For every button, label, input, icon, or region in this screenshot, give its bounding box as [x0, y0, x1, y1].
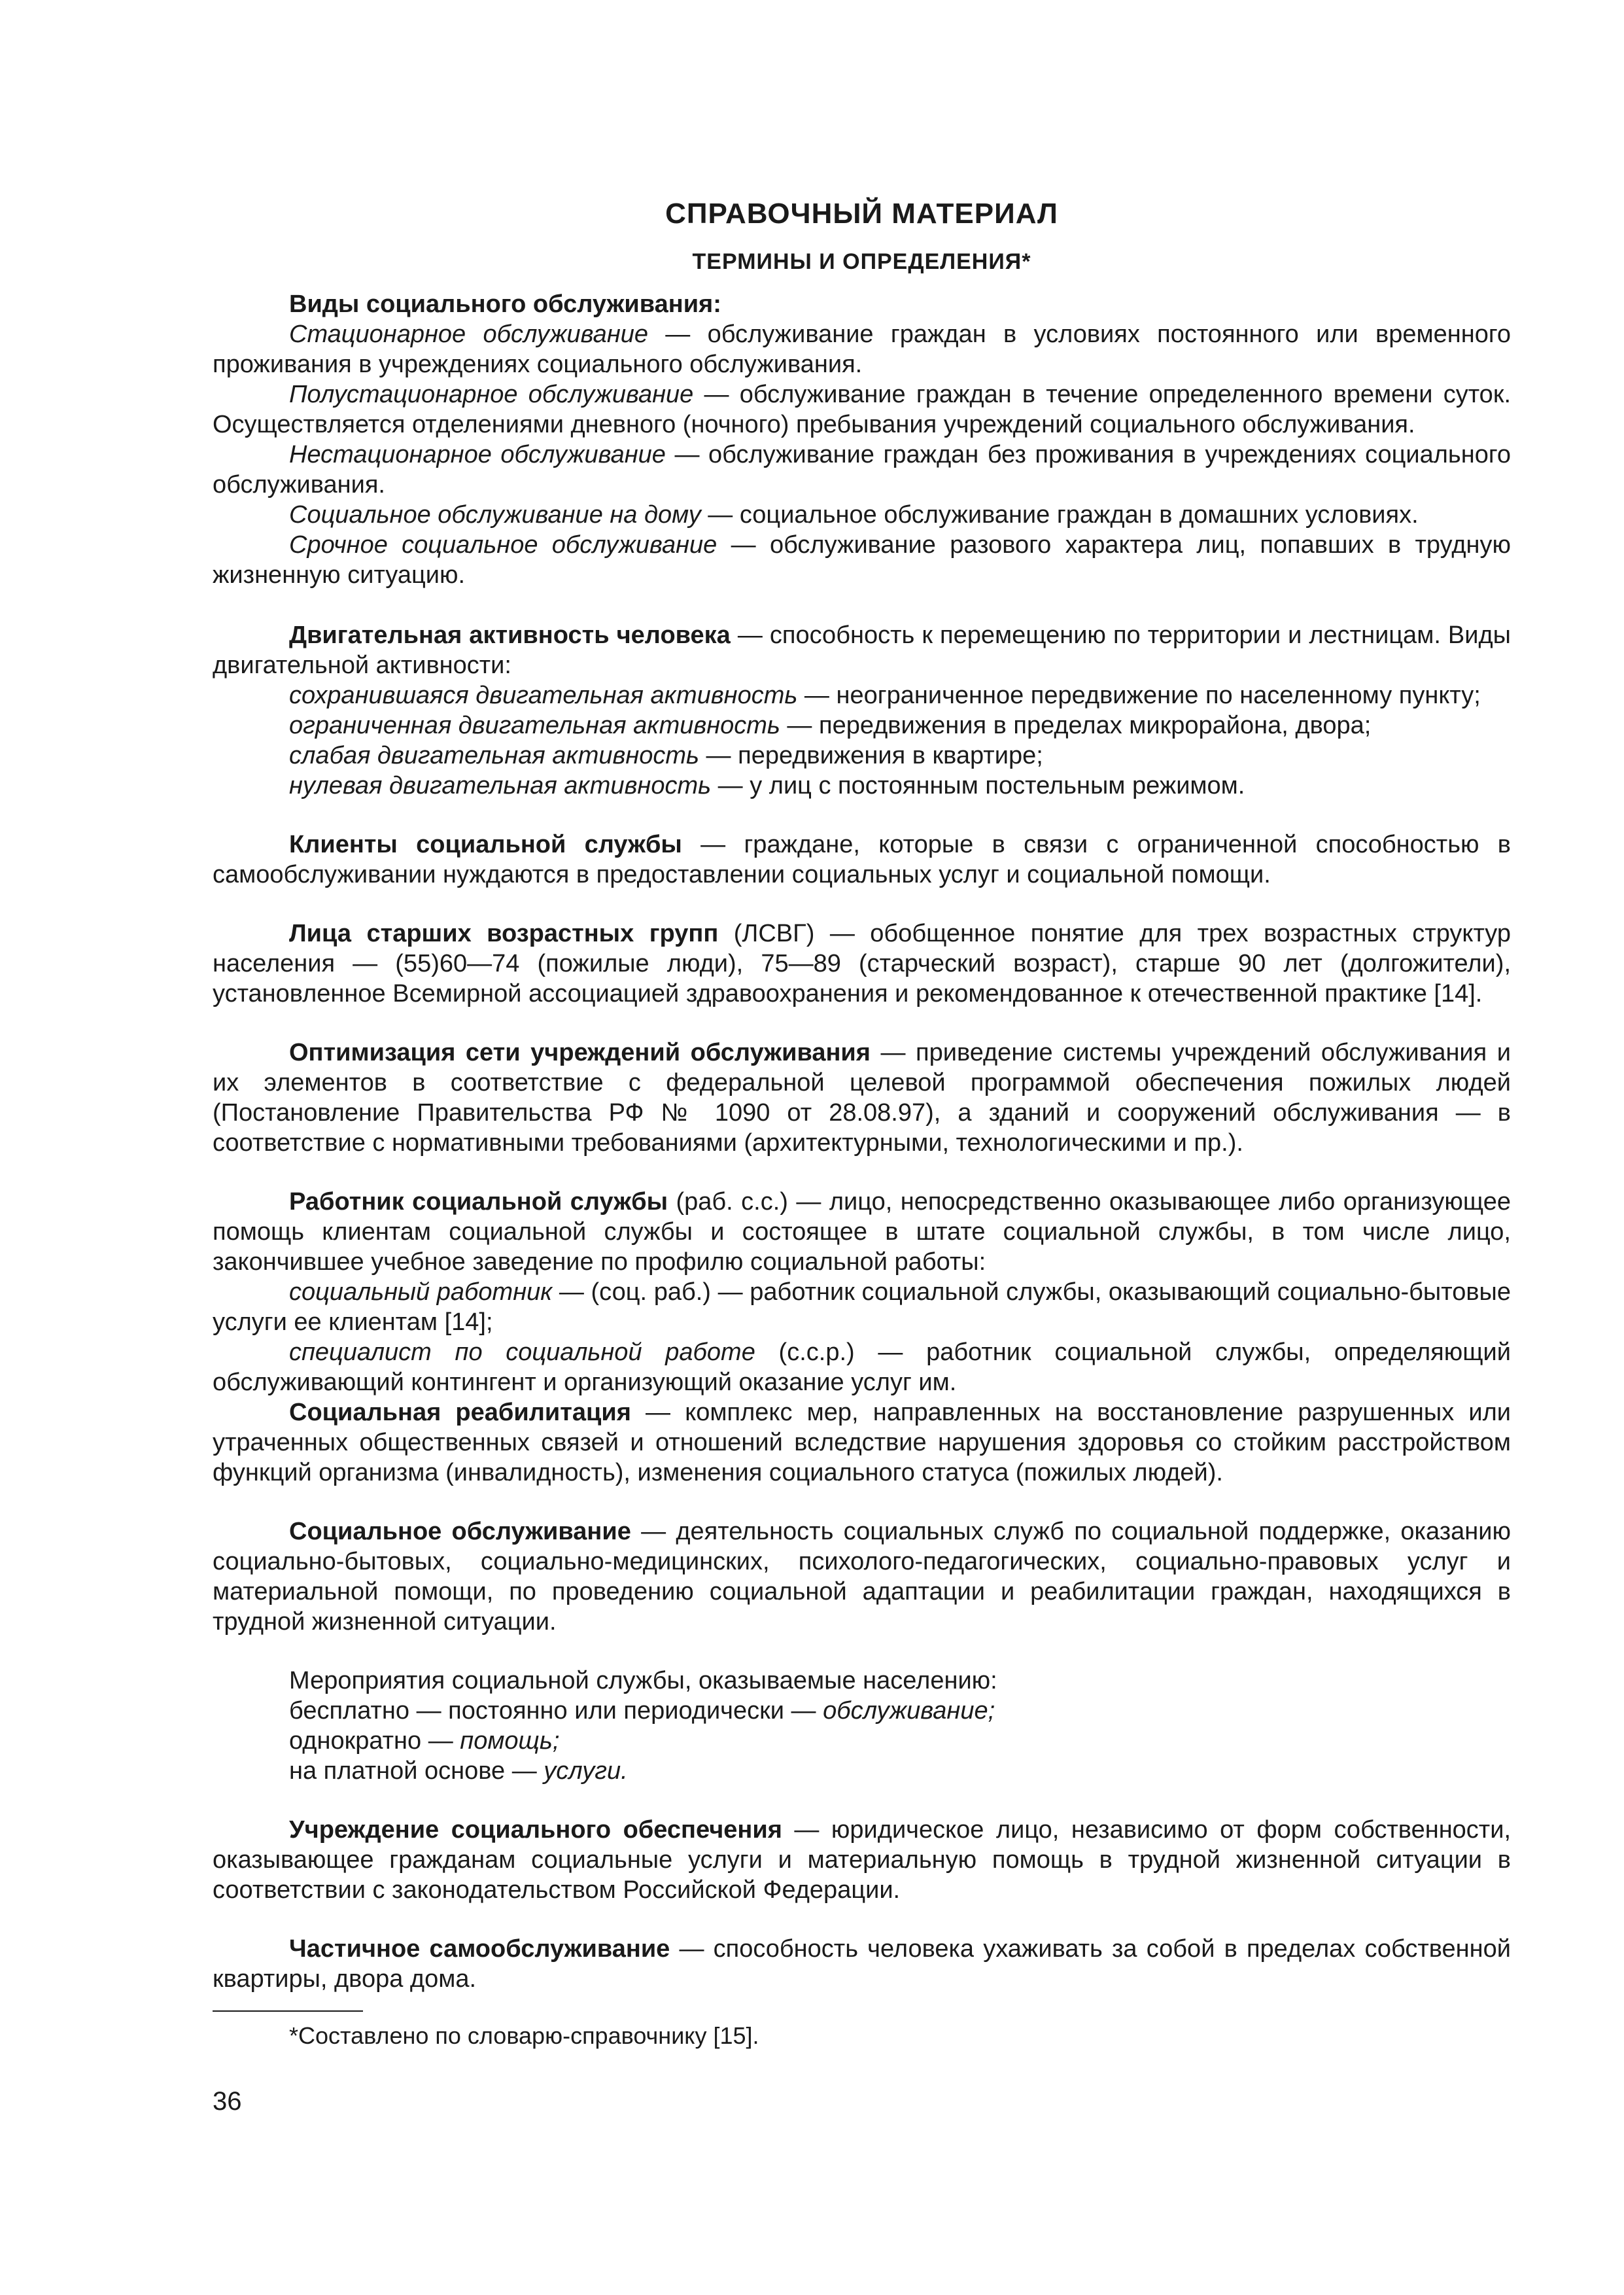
elderly-definition: Лица старших возрастных групп (ЛСВГ) — обобщенное понятие для трех возрастных структур населения — (55)60—74 (пожилые люди), 75—89 (старческий возраст), старше 90 лет (долгожители), установленное Всемирной ассоциацией здравоохранения и рекомендованное к отечественной практике [14]. — [213, 920, 1511, 1007]
social-worker-definition: социальный работник — (соц. раб.) — работник социальной службы, оказывающий социально-бытовые услуги ее клиентам [14]; — [213, 1278, 1511, 1336]
stationary-definition: Стационарное обслуживание — обслуживание граждан в условиях постоянного или временного проживания в учреждениях социального обслуживания. — [213, 321, 1511, 378]
motor-activity-item: слабая двигательная активность — передвижения в квартире; — [289, 742, 1043, 769]
motor-activity-item: нулевая двигательная активность — у лиц с постоянным постельным режимом. — [289, 772, 1245, 799]
worker-definition: Работник социальной службы (раб. с.с.) — лицо, непосредственно оказывающее либо организующее помощь клиентам социальной службы и состоящее в штате социальной службы, в том числе лицо, закончившее учебное заведение по профилю социальной работы: — [213, 1188, 1511, 1276]
measures-item: однократно — помощь; — [289, 1727, 560, 1755]
page-subtitle: ТЕРМИНЫ И ОПРЕДЕЛЕНИЯ* — [692, 249, 1031, 274]
institution-definition: Учреждение социального обеспечения — юридическое лицо, независимо от форм собственности, оказывающее гражданам социальные услуги и материальную помощь в трудной жизненной ситуации в соответствии с законодательством Российской Федерации. — [213, 1816, 1511, 1904]
page-title: СПРАВОЧНЫЙ МАТЕРИАЛ — [665, 198, 1058, 230]
nonstationary-definition: Нестационарное обслуживание — обслуживание граждан без проживания в учреждениях социального обслуживания. — [213, 441, 1512, 499]
motor-activity-item: сохранившаяся двигательная активность — неограниченное передвижение по населенному пункту; — [289, 682, 1481, 709]
page-content — [213, 196, 1511, 1994]
footnote: *Составлено по словарю-справочнику [15]. — [289, 2022, 759, 2049]
motor-activity-definition: Двигательная активность человека — способность к перемещению по территории и лестницам. Виды двигательной активности: — [213, 622, 1511, 679]
semistationary-definition: Полустационарное обслуживание — обслуживание граждан в течение определенного времени суток. Осуществляется отделениями дневного (ночного) пребывания учреждений социального обслуживания. — [213, 381, 1512, 438]
clients-definition: Клиенты социальной службы — граждане, которые в связи с ограниченной способностью в самообслуживании нуждаются в предоставлении социальных услуг и социальной помощи. — [213, 831, 1511, 888]
partial-self-service-definition: Частичное самообслуживание — способность человека ухаживать за собой в пределах собственной квартиры, двора дома. — [213, 1935, 1511, 1993]
footnote-divider — [213, 2010, 363, 2012]
measures-item: на платной основе — услуги. — [289, 1757, 628, 1785]
service-types-heading: Виды социального обслуживания: — [289, 290, 721, 318]
social-service-definition: Социальное обслуживание — деятельность социальных служб по социальной поддержке, оказанию социально-бытовых, социально-медицинских, психолого-педагогических, социально-правовых услуг и материальной помощи, по проведению социальной адаптации и реабилитации граждан, находящихся в трудной жизненной ситуации. — [213, 1518, 1511, 1636]
specialist-definition: специалист по социальной работе (с.с.р.) — работник социальной службы, определяющий обслуживающий контингент и организующий оказание услуг им. — [213, 1339, 1511, 1396]
home-service-definition: Социальное обслуживание на дому — социальное обслуживание граждан в домашних условиях. — [289, 501, 1419, 529]
page-number: 36 — [213, 2087, 242, 2116]
urgent-service-definition: Срочное социальное обслуживание — обслуживание разового характера лиц, попавших в трудную жизненную ситуацию. — [213, 531, 1511, 589]
measures-intro: Мероприятия социальной службы, оказываемые населению: — [289, 1667, 997, 1694]
rehabilitation-definition: Социальная реабилитация — комплекс мер, направленных на восстановление разрушенных или утраченных общественных связей и отношений вследствие нарушения здоровья со стойким расстройством функций организма (инвалидность), изменения социального статуса (пожилых людей). — [213, 1399, 1511, 1486]
measures-item: бесплатно — постоянно или периодически — обслуживание; — [289, 1697, 995, 1725]
motor-activity-item: ограниченная двигательная активность — передвижения в пределах микрорайона, двора; — [289, 712, 1372, 739]
optimization-definition: Оптимизация сети учреждений обслуживания — приведение системы учреждений обслуживания и их элементов в соответствие с федеральной целевой программой обеспечения пожилых людей (Постановление Правительства РФ № 1090 от 28.08.97), а зданий и сооружений обслуживания — в соответствие с нормативными требованиями (архитектурными, технологическими и пр.). — [213, 1039, 1511, 1157]
